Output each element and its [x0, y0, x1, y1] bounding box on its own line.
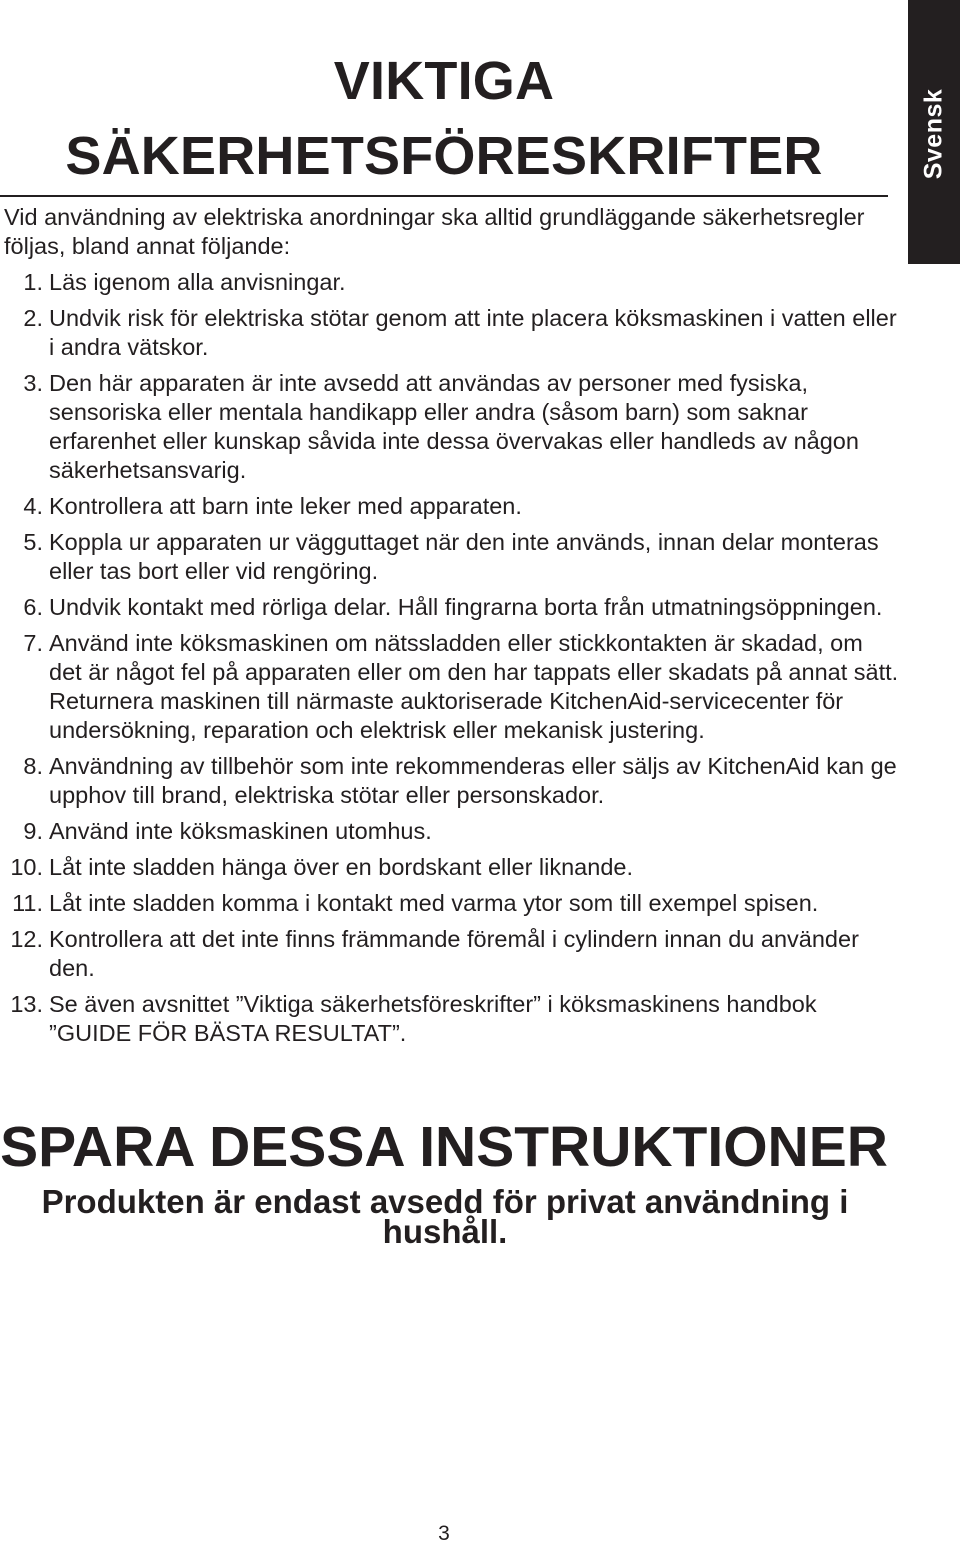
list-item-text: Använd inte köksmaskinen om nätssladden eller stickkontakten är skadad, om det är något fel på apparaten eller om den har tappats eller skadats på annat sätt. Returnera maskinen till närmaste auktoriserade KitchenAid-servicecenter för undersökning, reparation och elektrisk eller mekanisk justering. — [49, 630, 899, 743]
list-item — [0, 593, 900, 622]
list-item-number: 7. — [23, 630, 43, 656]
list-item-number: 13. — [10, 991, 43, 1017]
page-title-line-1: VIKTIGA — [333, 51, 555, 111]
list-item-number: 6. — [23, 594, 43, 620]
list-item-number: 11. — [12, 890, 43, 916]
intro-paragraph: Vid användning av elektriska anordningar ska alltid grundläggande säkerhetsregler följas, bland annat följande: — [4, 204, 865, 259]
list-item-text: Kontrollera att det inte finns främmande föremål i cylindern innan du använder den. — [49, 926, 859, 981]
list-item-number: 9. — [23, 818, 43, 844]
list-item-text: Användning av tillbehör som inte rekommenderas eller säljs av KitchenAid kan ge upphov till brand, elektriska stötar eller personskador. — [49, 753, 897, 808]
list-item — [0, 492, 900, 521]
list-item-text: Undvik risk för elektriska stötar genom att inte placera köksmaskinen i vatten eller i andra vätskor. — [49, 305, 897, 360]
page-title-line-2: SÄKERHETSFÖRESKRIFTER — [65, 126, 823, 186]
list-item-text: Låt inte sladden komma i kontakt med varma ytor som till exempel spisen. — [49, 890, 819, 916]
list-item-number: 8. — [23, 753, 43, 779]
list-item — [0, 990, 900, 1048]
list-item-number: 2. — [23, 305, 43, 331]
save-instructions-heading: SPARA DESSA INSTRUKTIONER — [0, 1115, 888, 1179]
list-item — [0, 817, 900, 846]
list-item — [0, 629, 900, 745]
list-item-text: Undvik kontakt med rörliga delar. Håll fingrarna borta från utmatningsöppningen. — [49, 594, 883, 620]
language-tab — [908, 0, 960, 264]
safety-rules-list — [0, 268, 900, 1048]
list-item-text: Läs igenom alla anvisningar. — [49, 269, 346, 295]
private-use-notice: Produkten är endast avsedd för privat användning i hushåll. — [41, 1183, 849, 1250]
list-item-number: 3. — [23, 370, 43, 396]
list-item-number: 12. — [10, 926, 43, 952]
list-item — [0, 369, 900, 485]
list-item-text: Låt inte sladden hänga över en bordskant eller liknande. — [49, 854, 633, 880]
list-item-text: Den här apparaten är inte avsedd att användas av personer med fysiska, sensoriska eller mentala handikapp eller andra (såsom barn) som saknar erfarenhet eller kunskap såvida inte dessa övervakas eller handleds av någon säkerhetsansvarig. — [49, 370, 859, 483]
list-item-number: 5. — [23, 529, 43, 555]
list-item — [0, 528, 900, 586]
language-tab-label: Svensk — [919, 88, 948, 180]
title-divider — [0, 195, 888, 197]
list-item-text: Koppla ur apparaten ur vägguttaget när den inte används, innan delar monteras eller tas bort eller vid rengöring. — [49, 529, 879, 584]
list-item-text: Använd inte köksmaskinen utomhus. — [49, 818, 432, 844]
list-item — [0, 752, 900, 810]
list-item-number: 1. — [23, 269, 43, 295]
list-item-number: 10. — [10, 854, 43, 880]
list-item — [0, 889, 900, 918]
page-number: 3 — [438, 1522, 450, 1545]
list-item — [0, 268, 900, 297]
list-item-text: Se även avsnittet ”Viktiga säkerhetsföreskrifter” i köksmaskinens handbok ”GUIDE FÖR BÄSTA RESULTAT”. — [49, 991, 817, 1046]
list-item-text: Kontrollera att barn inte leker med apparaten. — [49, 493, 522, 519]
list-item-number: 4. — [23, 493, 43, 519]
list-item — [0, 853, 900, 882]
list-item — [0, 925, 900, 983]
list-item — [0, 304, 900, 362]
